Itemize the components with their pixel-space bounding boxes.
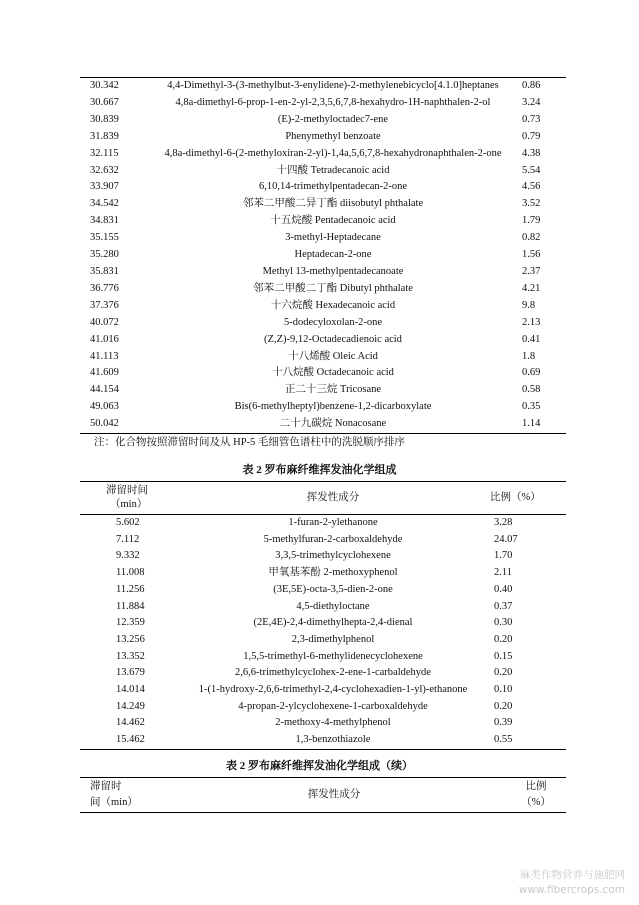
compound-cell: 邻苯二甲酸二异丁酯 diisobutyl phthalate — [242, 198, 424, 210]
table-row — [80, 532, 566, 549]
retention-time-cell: 40.072 — [90, 316, 119, 328]
compound-cell: 十六烷酸 Hexadecanoic acid — [270, 299, 396, 311]
ratio-cell: 0.79 — [522, 130, 541, 142]
ratio-cell: 0.58 — [522, 384, 541, 396]
ratio-cell: 0.82 — [522, 232, 541, 244]
retention-time-cell: 13.679 — [116, 667, 145, 679]
retention-time-cell: 50.042 — [90, 418, 119, 430]
ratio-cell: 4.38 — [522, 147, 541, 159]
ratio-cell: 1.70 — [494, 550, 513, 562]
compound-cell: 邻苯二甲酸二丁酯 Dibutyl phthalate — [253, 282, 413, 294]
ratio-cell: 5.54 — [522, 164, 541, 176]
retention-time-cell: 13.256 — [116, 633, 145, 645]
ratio-cell: 0.20 — [494, 633, 513, 645]
table-row — [80, 649, 566, 666]
table-row — [80, 179, 566, 196]
header-rt-line2: 间（min） — [90, 797, 138, 808]
retention-time-cell: 33.907 — [90, 181, 119, 193]
header-retention-time — [80, 778, 162, 813]
compound-cell: 甲氧基苯酚 2-methoxyphenol — [268, 567, 398, 579]
retention-time-cell: 15.462 — [116, 734, 145, 746]
compound-cell: 2-methoxy-4-methylphenol — [275, 717, 391, 729]
ratio-cell: 0.30 — [494, 617, 513, 629]
table-row — [80, 665, 566, 682]
table-row — [80, 382, 566, 399]
retention-time-cell: 11.008 — [116, 567, 145, 579]
table-row — [80, 264, 566, 281]
compound-cell: 2,3-dimethylphenol — [291, 633, 375, 645]
compound-cell: 1-furan-2-ylethanone — [288, 517, 378, 528]
table2-caption: 表 2 罗布麻纤维挥发油化学组成 — [242, 464, 397, 476]
ratio-cell: 0.55 — [494, 734, 513, 746]
compound-cell: 1,3-benzothiazole — [295, 734, 371, 746]
watermark-line2: www.fibercrops.com — [518, 884, 625, 896]
ratio-cell: 2.11 — [494, 567, 512, 579]
table-row — [80, 281, 566, 298]
table-row — [80, 615, 566, 632]
watermark — [519, 868, 625, 898]
volatile-oil-table — [80, 481, 566, 750]
watermark-line1: 麻类作物营养与施肥网 — [520, 869, 625, 881]
table-row — [80, 146, 566, 163]
retention-time-cell: 11.884 — [116, 600, 145, 612]
retention-time-cell: 35.155 — [90, 232, 119, 244]
ratio-cell: 1.8 — [522, 350, 536, 362]
retention-time-cell: 30.667 — [90, 96, 119, 108]
table-row — [80, 332, 566, 349]
retention-time-cell: 41.113 — [90, 350, 119, 362]
ratio-cell: 4.21 — [522, 282, 541, 294]
retention-time-cell: 37.376 — [90, 299, 119, 311]
ratio-cell: 2.13 — [522, 316, 541, 328]
retention-time-cell: 35.280 — [90, 249, 119, 261]
ratio-cell: 0.86 — [522, 80, 541, 91]
ratio-cell: 3.24 — [522, 96, 541, 108]
table-row — [80, 213, 566, 230]
header-ratio-line2: （%） — [521, 797, 551, 808]
compound-cell: 十五烷酸 Pentadecanoic acid — [270, 215, 396, 227]
compound-cell: Bis(6-methylheptyl)benzene-1,2-dicarboxylate — [234, 401, 432, 413]
compound-cell: 5-dodecyloxolan-2-one — [284, 316, 382, 328]
retention-time-cell: 36.776 — [90, 282, 119, 294]
retention-time-cell: 32.115 — [90, 147, 119, 159]
ratio-cell: 1.79 — [522, 215, 541, 227]
retention-time-cell: 14.249 — [116, 700, 145, 712]
retention-time-cell: 34.542 — [90, 198, 119, 210]
ratio-cell: 24.07 — [494, 533, 518, 545]
compound-cell: Heptadecan-2-one — [294, 249, 372, 261]
header-ratio-line1: 比例 — [525, 781, 547, 792]
compound-cell: 5-methylfuran-2-carboxaldehyde — [263, 533, 403, 545]
retention-time-cell: 14.014 — [116, 684, 145, 696]
retention-time-cell: 32.632 — [90, 164, 119, 176]
ratio-cell: 9.8 — [522, 299, 536, 311]
volatile-oil-table-continued — [80, 777, 566, 813]
compound-cell: 1,5,5-trimethyl-6-methylidenecyclohexene — [243, 650, 423, 662]
table-row — [80, 315, 566, 332]
table3-header-row — [80, 778, 566, 813]
ratio-cell: 0.41 — [522, 333, 541, 345]
compound-cell: 4,5-diethyloctane — [296, 600, 370, 612]
compound-cell: Methyl 13-methylpentadecanoate — [262, 265, 404, 277]
ratio-cell: 1.14 — [522, 418, 541, 430]
retention-time-cell: 13.352 — [116, 650, 145, 662]
compound-cell: 十四酸 Tetradecanoic acid — [276, 164, 390, 176]
table-row — [80, 548, 566, 565]
ratio-cell: 4.56 — [522, 181, 541, 193]
retention-time-cell: 11.256 — [116, 583, 145, 595]
table-row — [80, 399, 566, 416]
table-row — [80, 565, 566, 582]
header-ratio — [506, 778, 566, 813]
retention-time-cell: 14.462 — [116, 717, 145, 729]
retention-time-cell: 31.839 — [90, 130, 119, 142]
table-row — [80, 365, 566, 382]
retention-time-cell: 41.016 — [90, 333, 119, 345]
header-rt-line1: 滞留时间 — [106, 485, 148, 496]
compound-cell: (E)-2-methyloctadec7-ene — [277, 113, 389, 125]
retention-time-cell: 41.609 — [90, 367, 119, 379]
compound-cell: 十八烯酸 Oleic Acid — [288, 350, 378, 362]
table-row — [80, 416, 566, 433]
ratio-cell: 3.28 — [494, 517, 513, 528]
table-row — [80, 112, 566, 129]
table2-header-row — [80, 482, 566, 515]
ratio-cell: 0.20 — [494, 700, 513, 712]
ratio-cell: 1.56 — [522, 249, 541, 261]
retention-time-cell: 12.359 — [116, 617, 145, 629]
table-row — [80, 682, 566, 699]
table-row — [80, 699, 566, 716]
retention-time-cell: 9.332 — [116, 550, 140, 562]
ratio-cell: 0.73 — [522, 113, 541, 125]
ratio-cell: 0.10 — [494, 684, 513, 696]
retention-time-cell: 44.154 — [90, 384, 119, 396]
compound-cell: 正二十三烷 Tricosane — [284, 384, 382, 396]
retention-time-cell: 5.602 — [116, 517, 140, 528]
table-row — [80, 78, 566, 95]
header-rt-line1: 滞留时 — [90, 781, 122, 792]
header-compound: 挥发性成分 — [306, 492, 360, 503]
compound-cell: (Z,Z)-9,12-Octadecadienoic acid — [264, 333, 402, 345]
retention-time-cell: 35.831 — [90, 265, 119, 277]
compound-cell: 4,4-Dimethyl-3-(3-methylbut-3-enylidene)-2-methylenebicyclo[4.1.0]heptanes — [167, 80, 499, 91]
ratio-cell: 0.20 — [494, 667, 513, 679]
table-row — [80, 230, 566, 247]
retention-time-cell: 30.839 — [90, 113, 119, 125]
compound-cell: (3E,5E)-octa-3,5-dien-2-one — [273, 583, 393, 595]
retention-time-cell: 34.831 — [90, 215, 119, 227]
compounds-table-body — [80, 78, 566, 434]
ratio-cell: 0.69 — [522, 367, 541, 379]
table-row — [80, 632, 566, 649]
compound-cell: 6,10,14-trimethylpentadecan-2-one — [258, 181, 408, 193]
table-row — [80, 599, 566, 616]
ratio-cell: 0.40 — [494, 583, 513, 595]
table2-continued-caption: 表 2 罗布麻纤维挥发油化学组成（续） — [226, 760, 413, 772]
compound-cell: 2,6,6-trimethylcyclohex-2-ene-1-carbaldehyde — [235, 667, 431, 679]
compound-cell: 1-(1-hydroxy-2,6,6-trimethyl-2,4-cyclohexadien-1-yl)-ethanone — [198, 684, 468, 696]
table-row — [80, 715, 566, 732]
compound-cell: Phenymethyl benzoate — [285, 130, 381, 142]
table-note: 注：化合物按照滞留时间及从 HP-5 毛细管色谱柱中的洗脱顺序排序 — [94, 437, 405, 448]
table-row — [80, 732, 566, 749]
header-compound: 挥发性成分 — [307, 789, 361, 800]
table-row — [80, 129, 566, 146]
header-rt-line2: （min） — [110, 499, 148, 510]
ratio-cell: 0.39 — [494, 717, 513, 729]
retention-time-cell: 49.063 — [90, 401, 119, 413]
table-row — [80, 247, 566, 264]
retention-time-cell: 7.112 — [116, 533, 140, 545]
table-row — [80, 349, 566, 366]
table-row — [80, 163, 566, 180]
compound-cell: 4,8a-dimethyl-6-(2-methyloxiran-2-yl)-1,4a,5,6,7,8-hexahydronaphthalen-2-one — [164, 147, 502, 159]
retention-time-cell: 30.342 — [90, 80, 119, 91]
table-row — [80, 582, 566, 599]
header-ratio: 比例（%） — [490, 492, 541, 503]
ratio-cell: 3.52 — [522, 198, 541, 210]
compound-cell: 4-propan-2-ylcyclohexene-1-carboxaldehyde — [238, 700, 428, 712]
ratio-cell: 0.35 — [522, 401, 541, 413]
table-row — [80, 95, 566, 112]
compound-cell: 3-methyl-Heptadecane — [285, 232, 381, 244]
compound-cell: (2E,4E)-2,4-dimethylhepta-2,4-dienal — [253, 617, 413, 629]
compound-cell: 3,3,5-trimethylcyclohexene — [275, 550, 391, 562]
table-row — [80, 515, 566, 532]
volatile-oil-table-body — [80, 515, 566, 750]
ratio-cell: 0.37 — [494, 600, 513, 612]
table-row — [80, 298, 566, 315]
ratio-cell: 2.37 — [522, 265, 541, 277]
compound-cell: 十八烷酸 Octadecanoic acid — [272, 367, 394, 379]
header-retention-time — [80, 482, 178, 515]
ratio-cell: 0.15 — [494, 650, 513, 662]
compound-cell: 二十九碳烷 Nonacosane — [279, 418, 387, 430]
table-row — [80, 196, 566, 213]
compound-cell: 4,8a-dimethyl-6-prop-1-en-2-yl-2,3,5,6,7,8-hexahydro-1H-naphthalen-2-ol — [175, 96, 491, 108]
compounds-table-continued — [80, 77, 566, 434]
